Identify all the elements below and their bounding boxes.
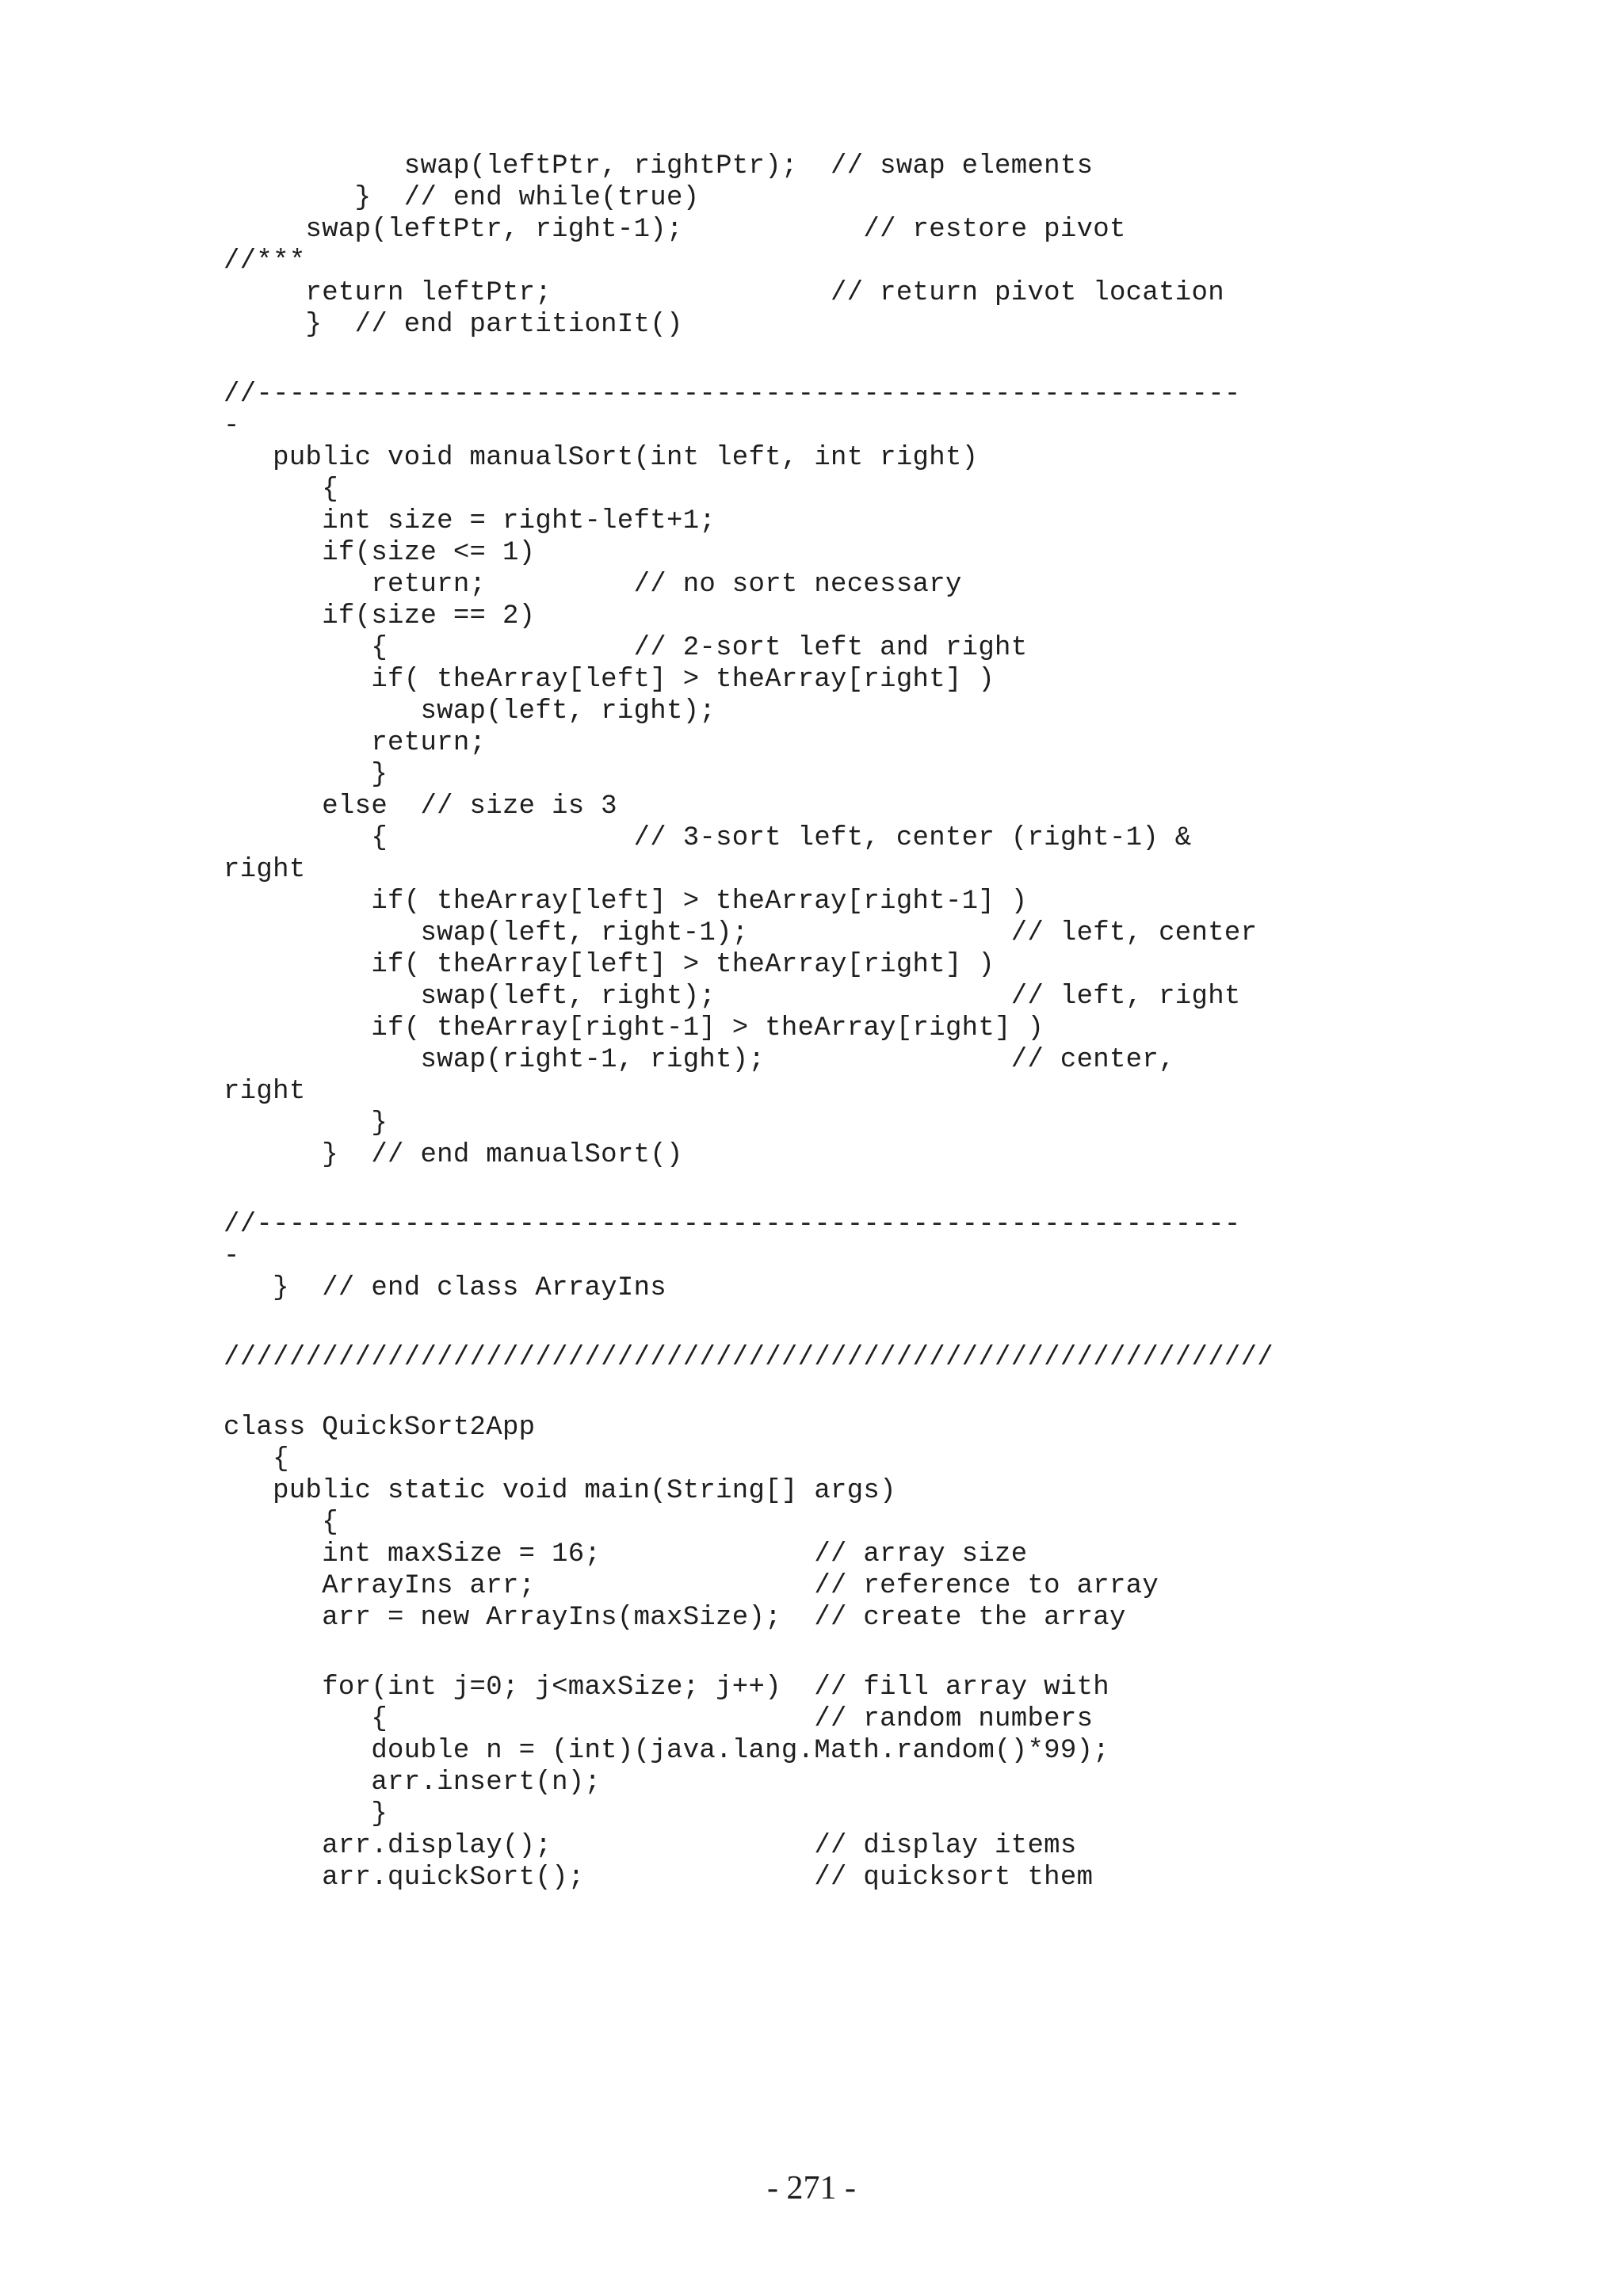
code-line: //------------------------------------------------------------ [223,379,1241,410]
code-line: return leftPtr; // return pivot location [223,278,1224,308]
code-line: swap(left, right-1); // left, center [223,918,1258,948]
code-line [223,1171,1587,1209]
code-line: } // end while(true) [223,183,700,213]
code-line: { [223,1444,289,1474]
code-line: } // end class ArrayIns [223,1273,666,1303]
code-line: if( theArray[left] > theArray[right] ) [223,665,995,695]
code-line: { // 2-sort left and right [223,633,1028,663]
code-line: if(size <= 1) [223,538,536,568]
code-line [223,341,1587,379]
code-line: { // 3-sort left, center (right-1) & [223,823,1192,853]
code-line: if(size == 2) [223,601,536,631]
code-line: { // random numbers [223,1704,1094,1734]
code-line [223,1304,1587,1342]
code-line: if( theArray[left] > theArray[right-1] ) [223,887,1028,917]
code-line: right [223,855,306,885]
code-line: //------------------------------------------------------------ [223,1210,1241,1240]
code-line: int size = right-left+1; [223,506,716,536]
code-line [223,1374,1587,1412]
page-number: - 271 - [767,2170,856,2206]
code-line: } [223,1108,388,1138]
code-line: swap(leftPtr, right-1); // restore pivot [223,215,1126,245]
code-line: else // size is 3 [223,791,617,822]
code-listing [223,151,1587,1894]
code-line: right [223,1077,306,1107]
code-line: arr.quickSort(); // quicksort them [223,1863,1094,1893]
code-line: arr = new ArrayIns(maxSize); // create the array [223,1603,1126,1633]
code-line [223,1634,1587,1672]
code-line: swap(left, right); // left, right [223,982,1241,1012]
code-line: for(int j=0; j<maxSize; j++) // fill array with [223,1672,1109,1703]
code-line: if( theArray[left] > theArray[right] ) [223,950,995,980]
code-line: public static void main(String[] args) [223,1476,896,1506]
code-line: { [223,475,338,505]
code-line: swap(left, right); [223,696,716,727]
code-line: - [223,411,240,441]
code-line: arr.insert(n); [223,1768,601,1798]
code-line: { [223,1508,338,1538]
code-line: } // end partitionIt() [223,310,683,340]
code-line: arr.display(); // display items [223,1831,1077,1861]
code-line: - [223,1241,240,1272]
code-line: swap(leftPtr, rightPtr); // swap elements [223,151,1094,181]
code-line: int maxSize = 16; // array size [223,1539,1028,1569]
code-line: //////////////////////////////////////////////////////////////// [223,1343,1274,1373]
code-line: double n = (int)(java.lang.Math.random()*99); [223,1736,1109,1766]
code-line: } [223,760,388,790]
code-line: } [223,1799,388,1829]
code-line: return; // no sort necessary [223,570,962,600]
code-line: //*** [223,246,306,277]
code-line: swap(right-1, right); // center, [223,1045,1175,1075]
code-line: ArrayIns arr; // reference to array [223,1571,1159,1601]
code-line: if( theArray[right-1] > theArray[right] ) [223,1013,1044,1043]
code-line: class QuickSort2App [223,1413,536,1443]
code-line: public void manualSort(int left, int right) [223,443,979,473]
code-line: } // end manualSort() [223,1140,683,1170]
code-line: return; [223,728,487,758]
